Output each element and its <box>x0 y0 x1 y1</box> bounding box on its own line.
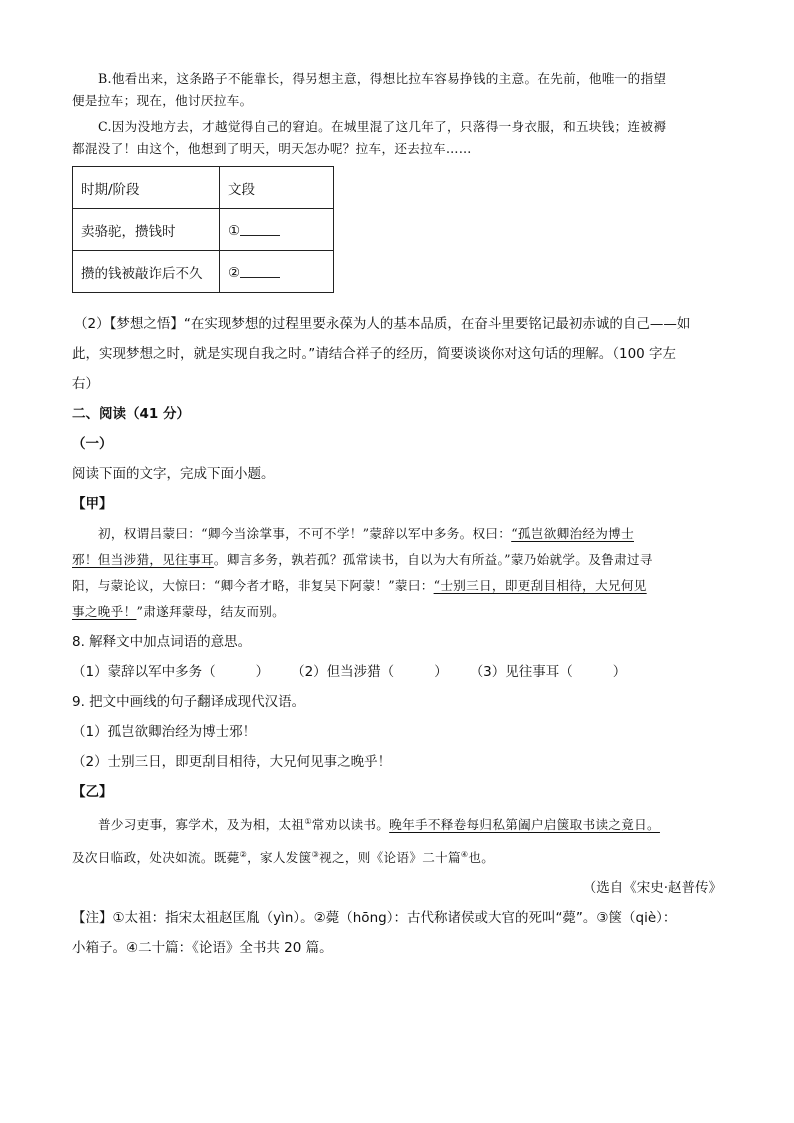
subsection-title: （一） <box>72 436 113 452</box>
table-header-period: 时期/阶段 <box>73 167 220 209</box>
table-row <box>73 209 334 251</box>
jia-line4: 事之晚乎！”肃遂拜蒙母，结友而别。 <box>72 604 286 619</box>
answer-blank <box>240 263 280 278</box>
question-9-title: 9. 把文中画线的句子翻译成现代汉语。 <box>72 694 306 710</box>
table-row <box>73 167 334 209</box>
source-citation: （选自《宋史·赵普传》 <box>582 880 722 897</box>
question-9-sentence2: （2）士别三日，即更刮目相待，大兄何见事之晚乎！ <box>72 754 392 770</box>
table-cell-answer[interactable]: ① <box>220 209 334 251</box>
section-title: 二、阅读（41 分） <box>72 406 190 422</box>
table-cell-period: 攒的钱被敲诈后不久 <box>73 251 220 293</box>
instruction-text: 阅读下面的文字，完成下面小题。 <box>72 466 275 482</box>
option-b-line1: B.他看出来，这条路子不能靠长，得另想主意，得想比拉车容易挣钱的主意。在先前，他唯一的指望 <box>98 71 667 86</box>
note-line2: 小箱子。④二十篇：《论语》全书共 20 篇。 <box>72 940 333 957</box>
jia-label: 【甲】 <box>72 496 113 512</box>
yi-line1: 普少习吏事，寡学术，及为相，太祖①常劝以读书。晚年手不释卷每归私第阖户启箧取书读之竟日。 <box>98 817 660 833</box>
stage-table <box>72 166 334 293</box>
question-2-line2: 此，实现梦想之时，就是实现自我之时。”请结合祥子的经历，简要谈谈你对这句话的理解。（100 字左 <box>72 346 677 362</box>
underlined-sentence: 事之晚乎！ <box>72 604 137 619</box>
jia-line1: 初，权谓吕蒙曰：“卿今当涂掌事，不可不学！”蒙辞以军中多务。权曰：“孤岂欲卿治经为博士 <box>98 526 634 541</box>
option-b-line2: 便是拉车；现在，他讨厌拉车。 <box>72 93 253 108</box>
table-header-passage: 文段 <box>220 167 334 209</box>
question-2-line1: （2）【梦想之悟】“在实现梦想的过程里要永葆为人的基本品质，在奋斗里要铭记最初赤诚的自己——如 <box>74 316 691 332</box>
document-page <box>72 60 722 959</box>
table-row <box>73 251 334 293</box>
underlined-sentence: “士别三日，即更刮目相待，大兄何见 <box>433 578 647 593</box>
question-9-sentence1: （1）孤岂欲卿治经为博士邪！ <box>72 724 257 740</box>
jia-line3: 阳，与蒙论议，大惊曰：“卿今者才略，非复吴下阿蒙！”蒙曰：“士别三日，即更刮目相待，大兄何见 <box>72 578 647 593</box>
answer-blank <box>240 221 280 236</box>
note-line1: 【注】①太祖：指宋太祖赵匡胤（yìn）。②薨（hōng）：古代称诸侯或大官的死叫“薨”。③箧（qiè）： <box>72 910 677 927</box>
underlined-sentence: 邪！但当涉猎，见往事耳 <box>72 552 214 567</box>
option-c-line2: 都混没了！由这个，他想到了明天，明天怎办呢？拉车，还去拉车…… <box>72 141 472 156</box>
underlined-sentence: 晚年手不释卷每归私第阖户启箧取书读之竟日。 <box>389 817 660 833</box>
question-2-line3: 右） <box>72 376 99 392</box>
table-cell-answer[interactable]: ② <box>220 251 334 293</box>
question-8-title: 8. 解释文中加点词语的意思。 <box>72 634 252 650</box>
option-c-line1: C.因为没地方去，才越觉得自己的窘迫。在城里混了这几年了，只落得一身衣服，和五块钱；连被褥 <box>98 119 667 134</box>
yi-line2: 及次日临政，处决如流。既薨②，家人发箧③视之，则《论语》二十篇④也。 <box>72 850 495 866</box>
question-8-items: （1）蒙辞以军中多务（ ） （2）但当涉猎（ ） （3）见往事耳（ ） <box>72 664 627 680</box>
underlined-sentence: “孤岂欲卿治经为博士 <box>511 526 634 541</box>
table-cell-period: 卖骆驼，攒钱时 <box>73 209 220 251</box>
jia-line2: 邪！但当涉猎，见往事耳。卿言多务，孰若孤？孤常读书，自以为大有所益。”蒙乃始就学。及鲁肃过寻 <box>72 552 653 567</box>
yi-label: 【乙】 <box>72 784 113 800</box>
